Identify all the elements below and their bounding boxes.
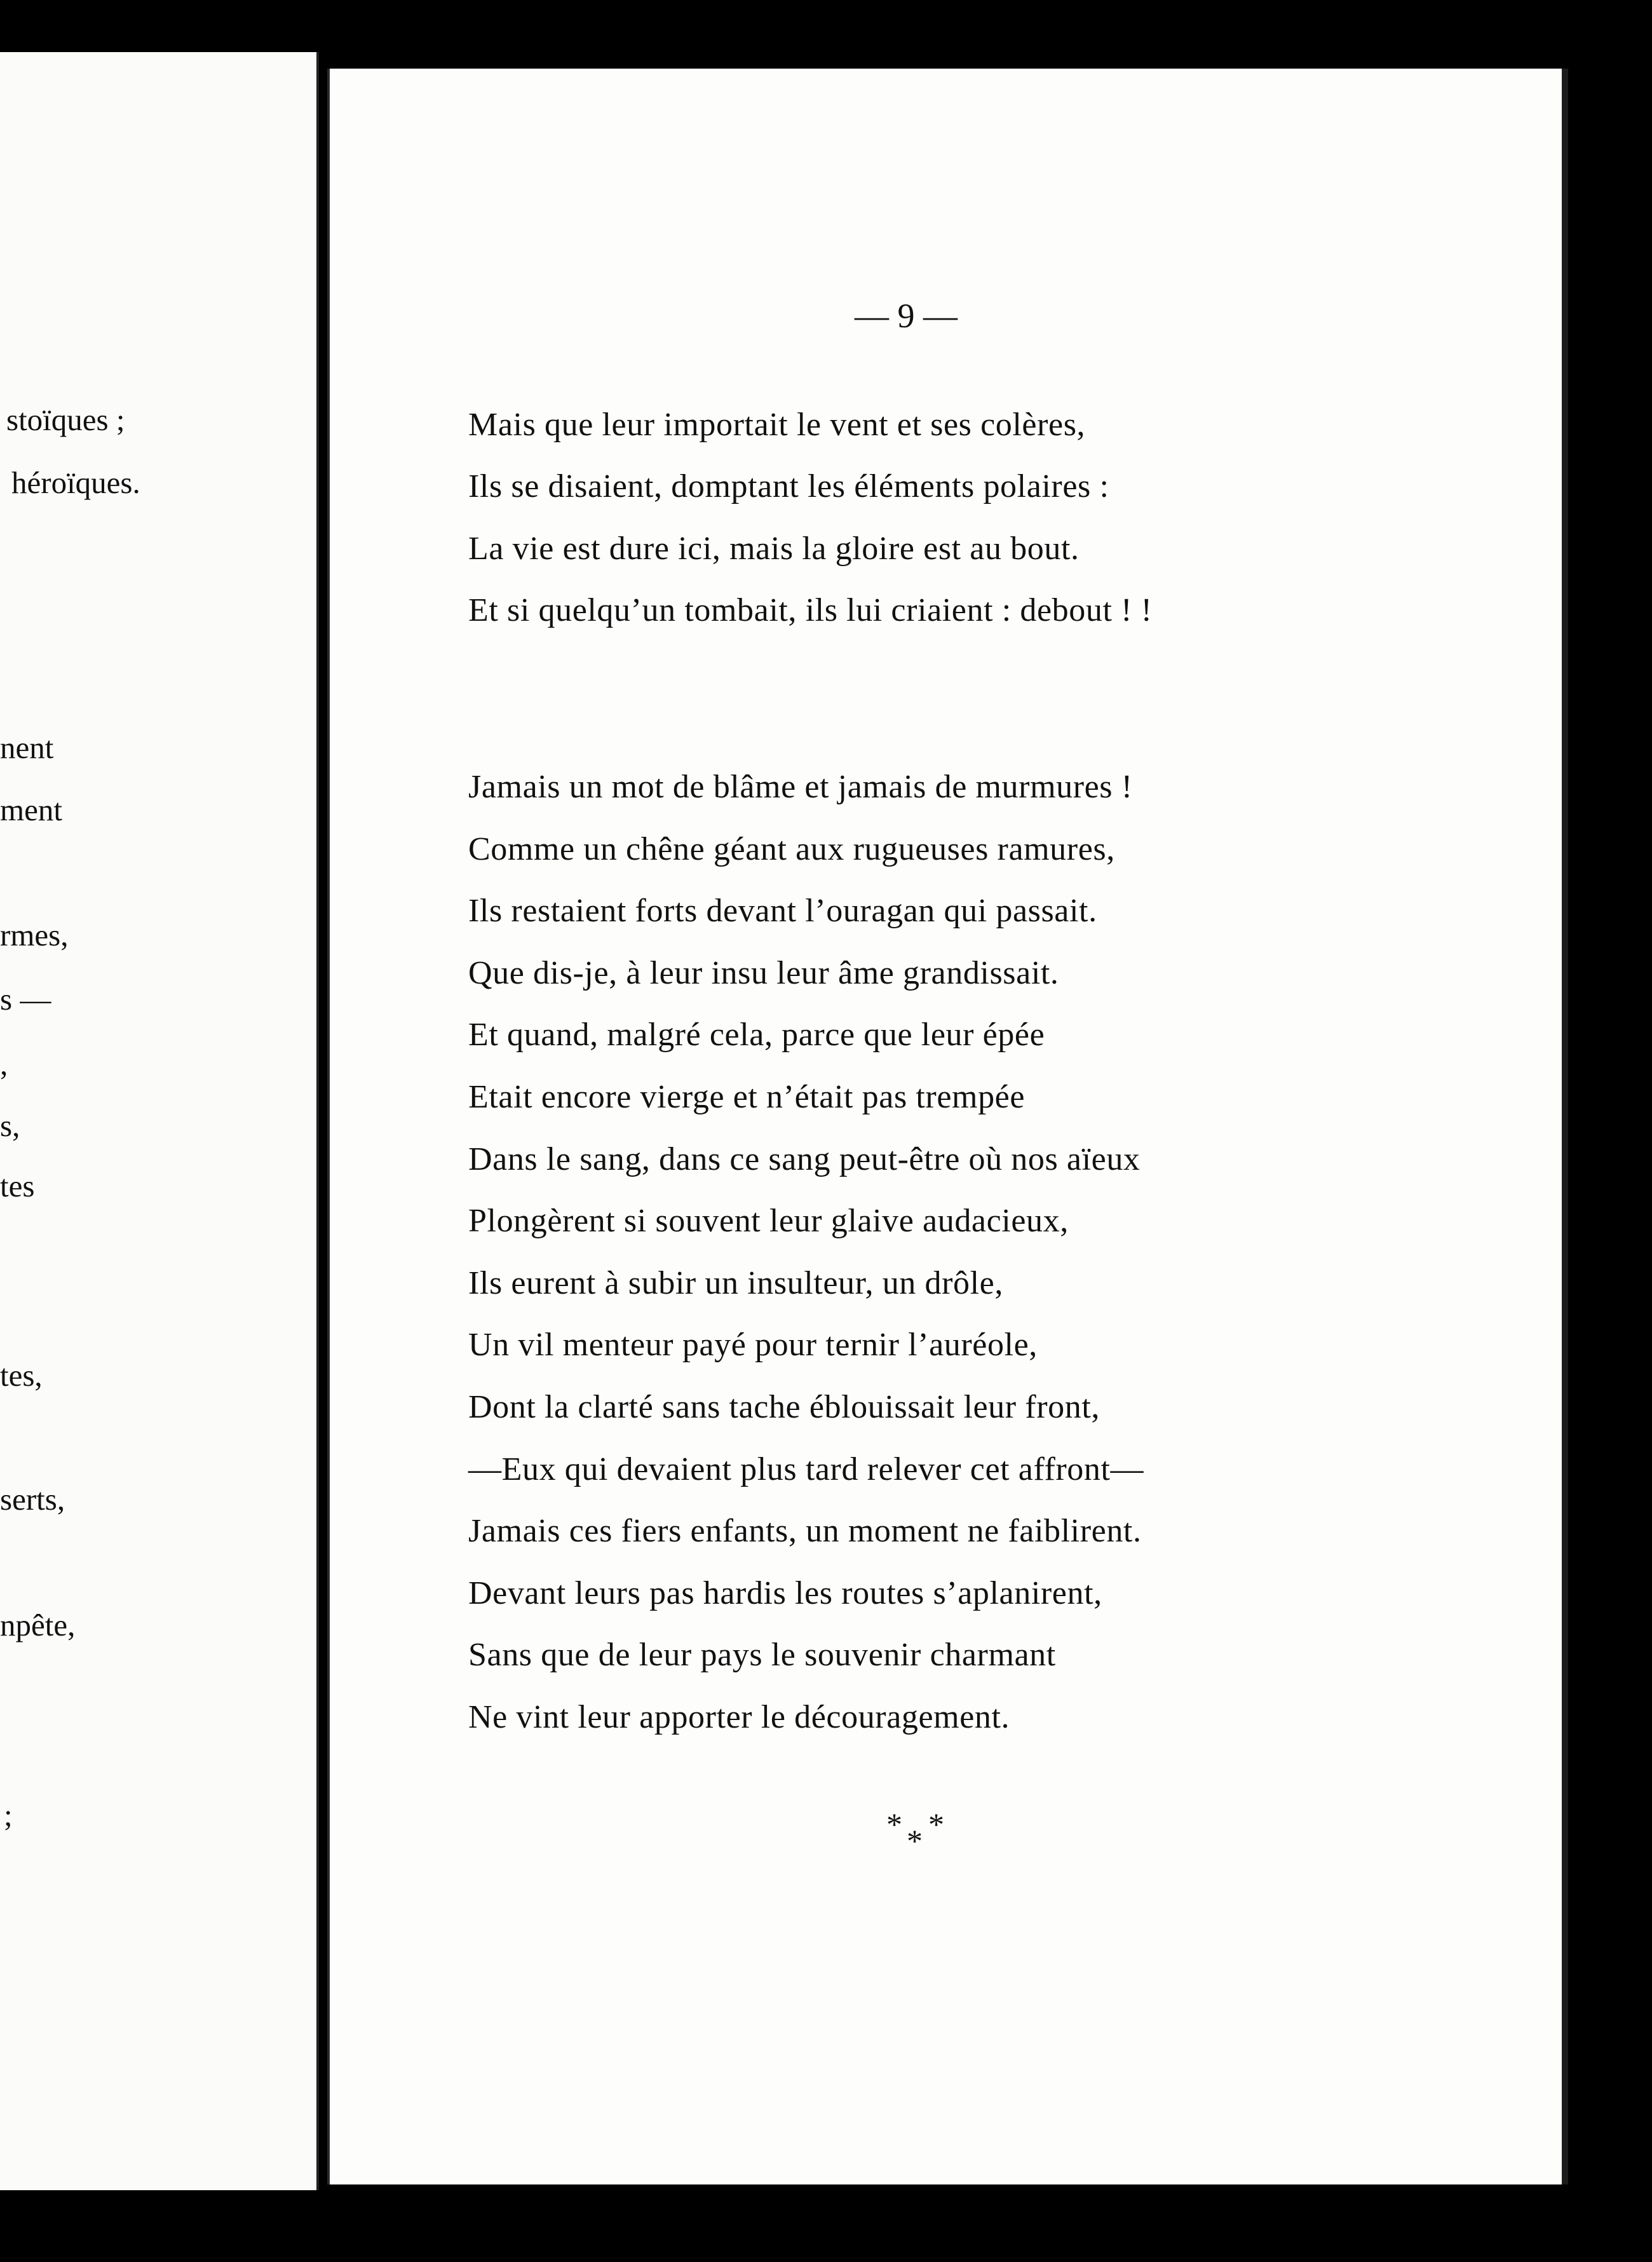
page-gutter xyxy=(316,52,319,2190)
asterisk-icon: * xyxy=(907,1823,923,1859)
verse-line: Jamais un mot de blâme et jamais de murmures ! xyxy=(468,769,1133,805)
left-fragment: rmes, xyxy=(0,918,69,952)
left-fragment: ; xyxy=(4,1798,13,1832)
left-fragment: s — xyxy=(0,982,51,1017)
left-fragment: serts, xyxy=(0,1482,65,1517)
left-fragment: , xyxy=(0,1046,8,1081)
verse-line: Devant leurs pas hardis les routes s’aplanirent, xyxy=(468,1575,1102,1611)
section-ornament xyxy=(886,1803,963,1860)
verse-line: Jamais ces fiers enfants, un moment ne faiblirent. xyxy=(468,1513,1142,1549)
verse-line: La vie est dure ici, mais la gloire est au bout. xyxy=(468,531,1080,567)
left-fragment: s, xyxy=(0,1108,20,1143)
verse-line: Comme un chêne géant aux rugueuses ramures, xyxy=(468,831,1115,867)
verse-line: Et quand, malgré cela, parce que leur épée xyxy=(468,1017,1045,1053)
left-fragment: nent xyxy=(0,730,54,765)
verse-line: Ils se disaient, domptant les éléments polaires : xyxy=(468,468,1109,505)
verse-line: Mais que leur importait le vent et ses colères, xyxy=(468,407,1086,443)
verse-line: Dans le sang, dans ce sang peut-être où nos aïeux xyxy=(468,1141,1141,1177)
verse-line: —Eux qui devaient plus tard relever cet affront— xyxy=(468,1451,1144,1487)
verse-line: Sans que de leur pays le souvenir charmant xyxy=(468,1637,1056,1673)
page-number: — 9 — xyxy=(855,297,958,335)
left-page xyxy=(0,52,316,2190)
asterisk-icon: * xyxy=(928,1806,944,1842)
left-fragment: héroïques. xyxy=(11,465,140,500)
asterisk-icon: * xyxy=(886,1806,902,1842)
verse-line: Un vil menteur payé pour ternir l’auréole, xyxy=(468,1327,1038,1363)
verse-line: Ils eurent à subir un insulteur, un drôle, xyxy=(468,1265,1003,1301)
verse-line: Et si quelqu’un tombait, ils lui criaient : debout ! ! xyxy=(468,592,1153,628)
left-fragment: npête, xyxy=(0,1608,76,1642)
verse-line: Plongèrent si souvent leur glaive audacieux, xyxy=(468,1203,1069,1239)
right-page xyxy=(327,69,1568,2184)
left-fragment: ment xyxy=(0,792,62,827)
verse-line: Dont la clarté sans tache éblouissait leur front, xyxy=(468,1389,1100,1425)
verse-line: Ne vint leur apporter le découragement. xyxy=(468,1699,1010,1735)
verse-line: Que dis-je, à leur insu leur âme grandissait. xyxy=(468,955,1059,991)
left-fragment: stoïques ; xyxy=(6,402,125,437)
verse-line: Etait encore vierge et n’était pas trempée xyxy=(468,1079,1026,1115)
left-fragment: tes, xyxy=(0,1358,43,1393)
left-fragment: tes xyxy=(0,1168,35,1203)
verse-line: Ils restaient forts devant l’ouragan qui passait. xyxy=(468,893,1097,929)
